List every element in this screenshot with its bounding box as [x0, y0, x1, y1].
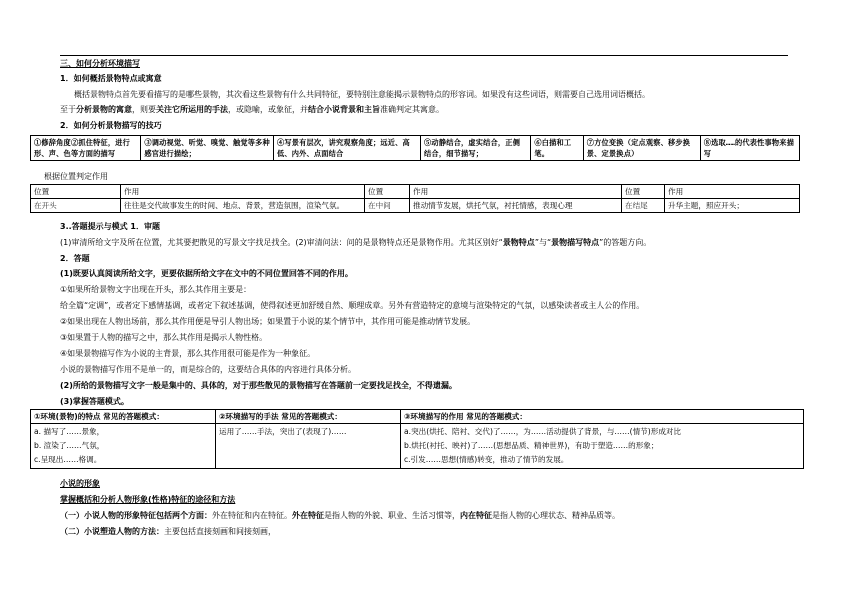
list-item: b.烘托(衬托、映衬)了……(思想品质、精神世界)，有助于塑造……的形象； [404, 441, 659, 450]
answer-line: ③如果置于人物的描写之中，那么其作用是揭示人物性格。 [60, 333, 268, 342]
subsection-title-2: 2．如何分析景物描写的技巧 [60, 121, 162, 130]
table-header: 作用 [121, 185, 365, 199]
paragraph-review-question: (1)审清所给文字及所在位置，尤其要把散见的写景文字找足找全。(2)审清问法：问的是景物特点还是景物作用。尤其区别好“景物特点”与“景物描写特点”的答题方向。 [60, 238, 652, 247]
table-header: 位置 [365, 185, 410, 199]
list-item: c.呈现出……格调。 [34, 455, 102, 464]
table-header: ③环境描写的作用 常见的答题模式： [401, 410, 804, 424]
section-heading: 三、如何分析环境描写 [60, 59, 140, 68]
subsection-title-3: 3..答题提示与模式 1．审题 [60, 222, 160, 231]
table-header: 作用 [665, 185, 800, 199]
document-page [34, 0, 795, 608]
paragraph-character-features: （一）小说人物的形象特征包括两个方面：外在特征和内在特征。外在特征是指人物的外貌、职业、生活习惯等，内在特征是指人物的心理状态、精神品质等。 [60, 511, 620, 520]
position-table-title: 根据位置判定作用 [44, 172, 108, 181]
table-cell: ⑥白描和工笔。 [531, 136, 583, 161]
table-cell: ⑦方位变换（定点观察、移步换景、定景换点） [583, 136, 700, 161]
answer-line: 小说的景物描写作用不是单一的，而是综合的，这要结合具体的内容进行具体分析。 [60, 365, 356, 374]
table-cell: ④写景有层次，讲究观察角度；远近、高低、内外、点面结合 [273, 136, 420, 161]
table-row [31, 410, 804, 424]
table-cell [216, 424, 401, 469]
table-header: 作用 [410, 185, 622, 199]
table-cell: 在开头 [31, 199, 121, 213]
table-header: 位置 [622, 185, 665, 199]
answer-lead: (1)既要认真阅读所给文字，更要依据所给文字在文中的不同位置回答不同的作用。 [60, 269, 353, 278]
paragraph-character-methods: （二）小说塑造人物的方法：主要包括直接刻画和间接刻画， [60, 527, 276, 536]
table-cell: ⑤动静结合，虚实结合，正侧结合，细节描写； [421, 136, 531, 161]
table-cell: 升华主题，照应开头； [665, 199, 800, 213]
table-header: 位置 [31, 185, 121, 199]
table-row [31, 424, 804, 469]
table-cell: ⑧选取……的代表性事物来描写 [700, 136, 799, 161]
answer-note-2: (2)所给的景物描写文字一般是集中的、具体的，对于那些散见的景物描写在答题前一定要找足找全，不得遗漏。 [60, 381, 457, 390]
list-item: 运用了……手法，突出了(表现了)…… [219, 427, 347, 436]
table-row [31, 185, 800, 199]
table-cell: 在结尾 [622, 199, 665, 213]
table-cell: 在中间 [365, 199, 410, 213]
paragraph-scenery-features: 概括景物特点首先要看描写的是哪些景物，其次看这些景物有什么共同特征，要特别注意能揭示景物特点的形容词。如果没有这些词语，则需要自己选用词语概括。 [74, 90, 650, 99]
techniques-table [30, 135, 800, 161]
table-row [31, 136, 800, 161]
answer-line: ④如果景物描写作为小说的主背景，那么其作用很可能是作为一种象征。 [60, 349, 316, 358]
table-cell: ③调动视觉、听觉、嗅觉、触觉等多种感官进行描绘； [141, 136, 274, 161]
table-header: ①环境(景物)的特点 常见的答题模式： [31, 410, 216, 424]
answer-note-3: (3)掌握答题模式。 [60, 397, 129, 406]
novel-section-title: 小说的形象 [60, 479, 100, 488]
list-item: a.突出(烘托、陪衬、交代)了……，为……活动提供了背景，与……(情节)形成对比 [404, 427, 682, 436]
table-cell: ①修辞角度②抓住特征，进行形、声、色等方面的描写 [31, 136, 141, 161]
answer-line: 给全篇“定调”，或者定下感情基调，或者定下叙述基调，使得叙述更加舒缓自然、顺理成章。另外有营造特定的意境与渲染特定的气氛，以感染读者或主人公的作用。 [60, 301, 645, 310]
table-header: ②环境描写的手法 常见的答题模式： [216, 410, 401, 424]
list-item: a. 描写了……景象， [34, 427, 105, 436]
table-cell: 往往是交代故事发生的时间、地点、背景，营造氛围，渲染气氛。 [121, 199, 365, 213]
table-row [31, 199, 800, 213]
table-cell: 推动情节发展，烘托气氛，衬托情感，表现心理 [410, 199, 622, 213]
table-cell [401, 424, 804, 469]
answer-line: ①如果所给景物文字出现在开头，那么其作用主要是： [60, 285, 252, 294]
list-item: b. 渲染了……气氛， [34, 441, 105, 450]
answer-line: ②如果出现在人物出场前，那么其作用便是导引人物出场；如果置于小说的某个情节中，其作用可能是推动情节发展。 [60, 317, 476, 326]
position-table [30, 184, 800, 213]
paragraph-scenery-meaning: 至于分析景物的寓意，则要关注它所运用的手法，或隐喻，或象征，并结合小说背景和主旨准确判定其寓意。 [60, 105, 444, 114]
list-item: c.引发……思想(情感)转变，推动了情节的发展。 [404, 455, 569, 464]
subsection-title-4: 2．答题 [60, 254, 90, 263]
answer-pattern-table [30, 409, 804, 469]
novel-subtitle: 掌握概括和分析人物形象(性格)特征的途径和方法 [60, 495, 236, 504]
subsection-title-1: 1．如何概括景物特点或寓意 [60, 74, 162, 83]
table-cell [31, 424, 216, 469]
